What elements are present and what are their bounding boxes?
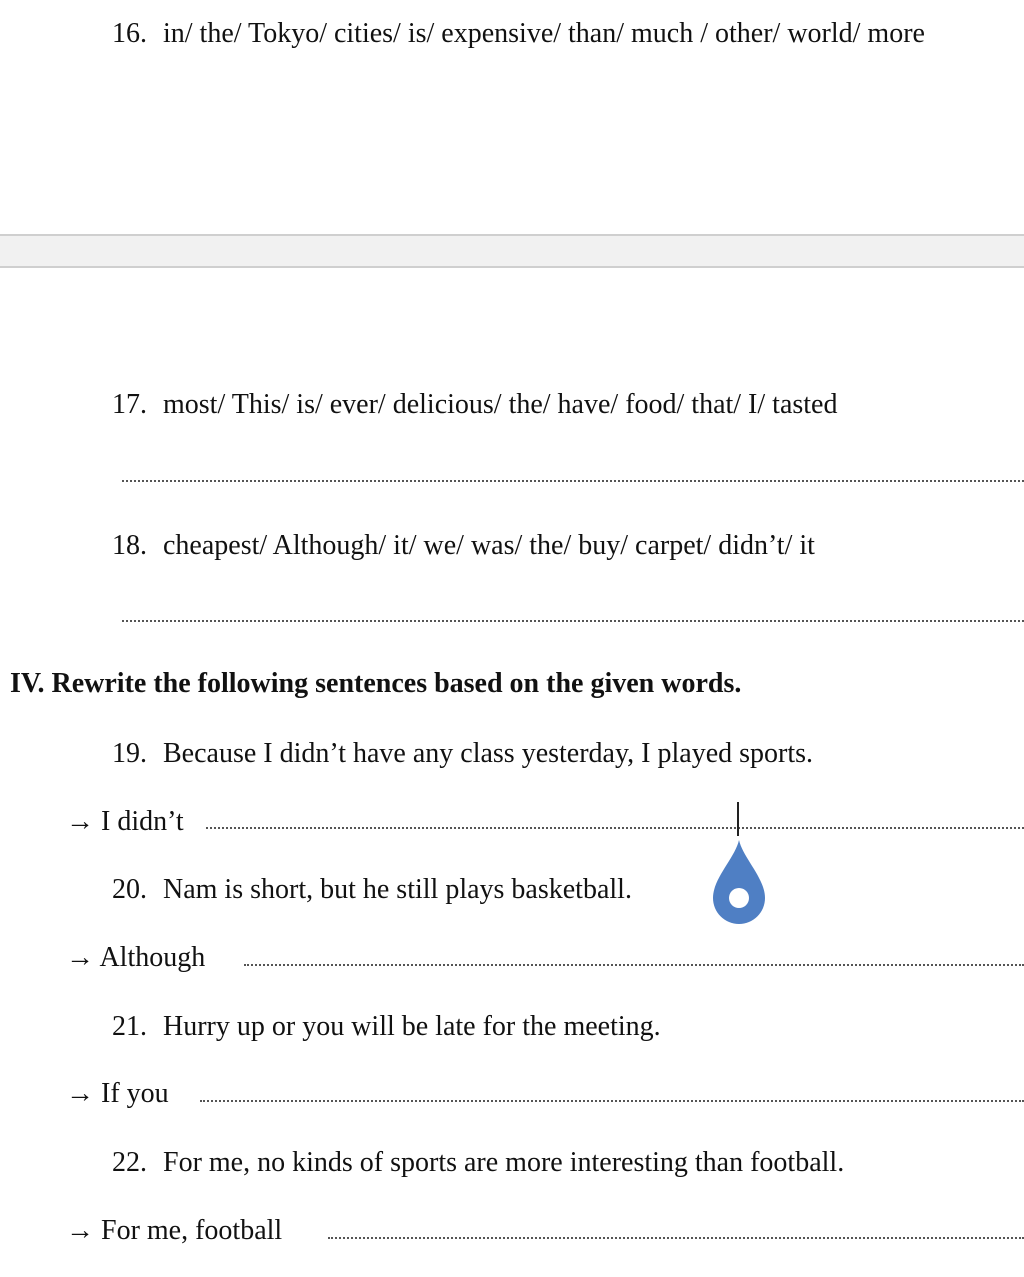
answer-line-20[interactable] <box>244 964 1024 966</box>
selection-handle-icon[interactable] <box>711 838 767 928</box>
answer-line-18[interactable] <box>122 620 1024 622</box>
answer-line-21[interactable] <box>200 1100 1024 1102</box>
answer-line-17[interactable] <box>122 480 1024 482</box>
answer-prefix: → If you <box>66 1078 169 1109</box>
question-text: Nam is short, but he still plays basketball. <box>163 874 632 905</box>
page-break <box>0 234 1024 268</box>
question-number: 22. <box>112 1147 147 1178</box>
question-text: in/ the/ Tokyo/ cities/ is/ expensive/ than/ much / other/ world/ more <box>163 18 925 49</box>
question-text: most/ This/ is/ ever/ delicious/ the/ have/ food/ that/ I/ tasted <box>163 389 838 420</box>
answer-line-19[interactable] <box>206 827 1024 829</box>
question-text: Because I didn’t have any class yesterday, I played sports. <box>163 738 814 769</box>
answer-prefix: → Although <box>66 942 206 973</box>
answer-line-22[interactable] <box>328 1237 1024 1239</box>
question-number: 18. <box>112 530 147 561</box>
question-text: For me, no kinds of sports are more interesting than football. <box>163 1147 845 1178</box>
section-heading: IV. Rewrite the following sentences based on the given words. <box>10 668 742 699</box>
question-text: cheapest/ Although/ it/ we/ was/ the/ buy/ carpet/ didn’t/ it <box>163 530 815 561</box>
question-number: 16. <box>112 18 147 49</box>
question-text: Hurry up or you will be late for the meeting. <box>163 1011 661 1042</box>
answer-prefix: → For me, football <box>66 1215 283 1246</box>
question-number: 20. <box>112 874 147 905</box>
answer-prefix: → I didn’t <box>66 806 184 837</box>
question-number: 21. <box>112 1011 147 1042</box>
question-number: 19. <box>112 738 147 769</box>
text-cursor <box>737 802 739 836</box>
question-number: 17. <box>112 389 147 420</box>
